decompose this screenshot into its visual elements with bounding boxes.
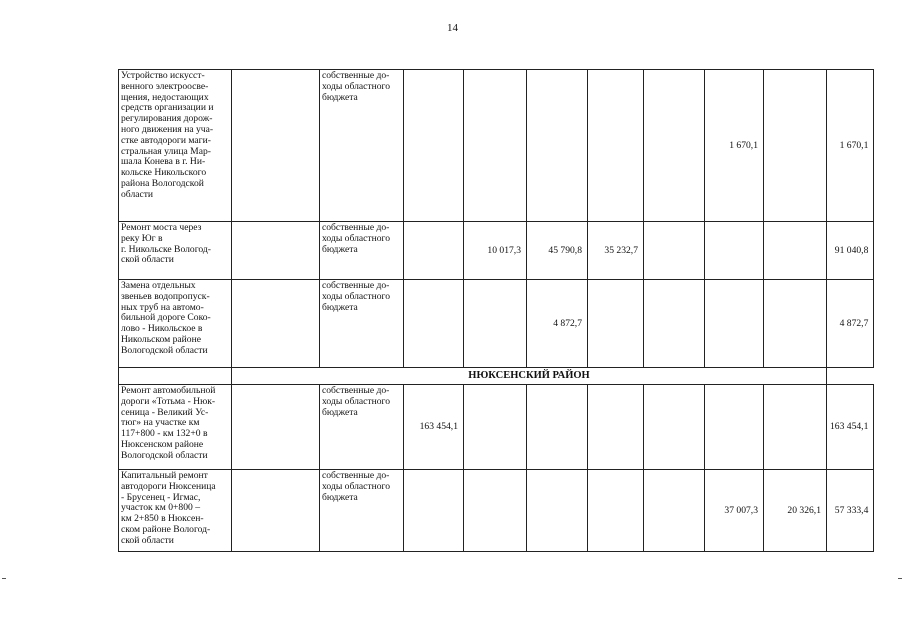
object-name-cell: Замена отдельных звеньев водопропуск- ных труб на автомо- бильной дороге Соко- лово - Никольское в Никольском районе Вологодской области (119, 280, 232, 368)
value-cell: 37 007,3 (705, 470, 764, 552)
value-cell (764, 280, 827, 368)
funding-source-cell: собственные до- ходы областного бюджета (320, 470, 404, 552)
value-cell (404, 280, 464, 368)
total-value-cell: 57 333,4 (827, 470, 874, 552)
value-cell (527, 70, 588, 222)
section-title: НЮКСЕНСКИЙ РАЙОН (232, 368, 827, 385)
value-cell: 20 326,1 (764, 470, 827, 552)
empty-cell (232, 70, 320, 222)
table-row (119, 222, 874, 280)
margin-mark-right (898, 578, 902, 579)
table-row (119, 470, 874, 552)
value-cell (644, 385, 705, 470)
total-value-cell: 91 040,8 (827, 222, 874, 280)
object-name-cell: Устройство искусст- венного электроосве- щения, недостающих средств организации и регулирования дорож- ного движения на уча- стке автодороги маги- стральная улица Мар- шала Конева в г. Ни- кольске Никольского района Вологодской области (119, 70, 232, 222)
value-cell: 163 454,1 (404, 385, 464, 470)
value-cell: 45 790,8 (527, 222, 588, 280)
value-cell (404, 470, 464, 552)
object-name-cell: Капитальный ремонт автодороги Нюксеница - Брусенец - Игмас, участок км 0+800 – км 2+850 в Нюксен- ском районе Вологод- ской области (119, 470, 232, 552)
empty-cell (232, 385, 320, 470)
value-cell: 1 670,1 (705, 70, 764, 222)
budget-table (118, 69, 874, 552)
value-cell (705, 280, 764, 368)
section-empty-cell (119, 368, 232, 385)
value-cell (644, 280, 705, 368)
value-cell (588, 280, 644, 368)
value-cell (644, 70, 705, 222)
table-row (119, 70, 874, 222)
value-cell (705, 385, 764, 470)
empty-cell (232, 280, 320, 368)
value-cell: 35 232,7 (588, 222, 644, 280)
value-cell (404, 70, 464, 222)
value-cell (404, 222, 464, 280)
table-row (119, 280, 874, 368)
empty-cell (232, 222, 320, 280)
value-cell (764, 70, 827, 222)
funding-source-cell: собственные до- ходы областного бюджета (320, 222, 404, 280)
value-cell (527, 385, 588, 470)
value-cell: 10 017,3 (464, 222, 527, 280)
total-value-cell: 1 670,1 (827, 70, 874, 222)
total-value-cell: 4 872,7 (827, 280, 874, 368)
value-cell (764, 385, 827, 470)
value-cell (464, 70, 527, 222)
funding-source-cell: собственные до- ходы областного бюджета (320, 280, 404, 368)
margin-mark-left (2, 578, 6, 579)
value-cell (527, 470, 588, 552)
value-cell (644, 470, 705, 552)
value-cell (764, 222, 827, 280)
funding-source-cell: собственные до- ходы областного бюджета (320, 385, 404, 470)
page-number: 14 (447, 22, 458, 34)
object-name-cell: Ремонт моста через реку Юг в г. Никольске Вологод- ской области (119, 222, 232, 280)
value-cell (464, 385, 527, 470)
object-name-cell: Ремонт автомобильной дороги «Тотьма - Нюк- сеница - Великий Ус- тюг» на участке км 117+800 - км 132+0 в Нюксенском районе Вологодской области (119, 385, 232, 470)
value-cell (588, 70, 644, 222)
total-value-cell: 163 454,1 (827, 385, 874, 470)
value-cell (588, 470, 644, 552)
value-cell (644, 222, 705, 280)
table-row (119, 385, 874, 470)
value-cell: 4 872,7 (527, 280, 588, 368)
value-cell (705, 222, 764, 280)
section-row (119, 368, 874, 385)
funding-source-cell: собственные до- ходы областного бюджета (320, 70, 404, 222)
value-cell (464, 470, 527, 552)
value-cell (464, 280, 527, 368)
empty-cell (232, 470, 320, 552)
value-cell (588, 385, 644, 470)
